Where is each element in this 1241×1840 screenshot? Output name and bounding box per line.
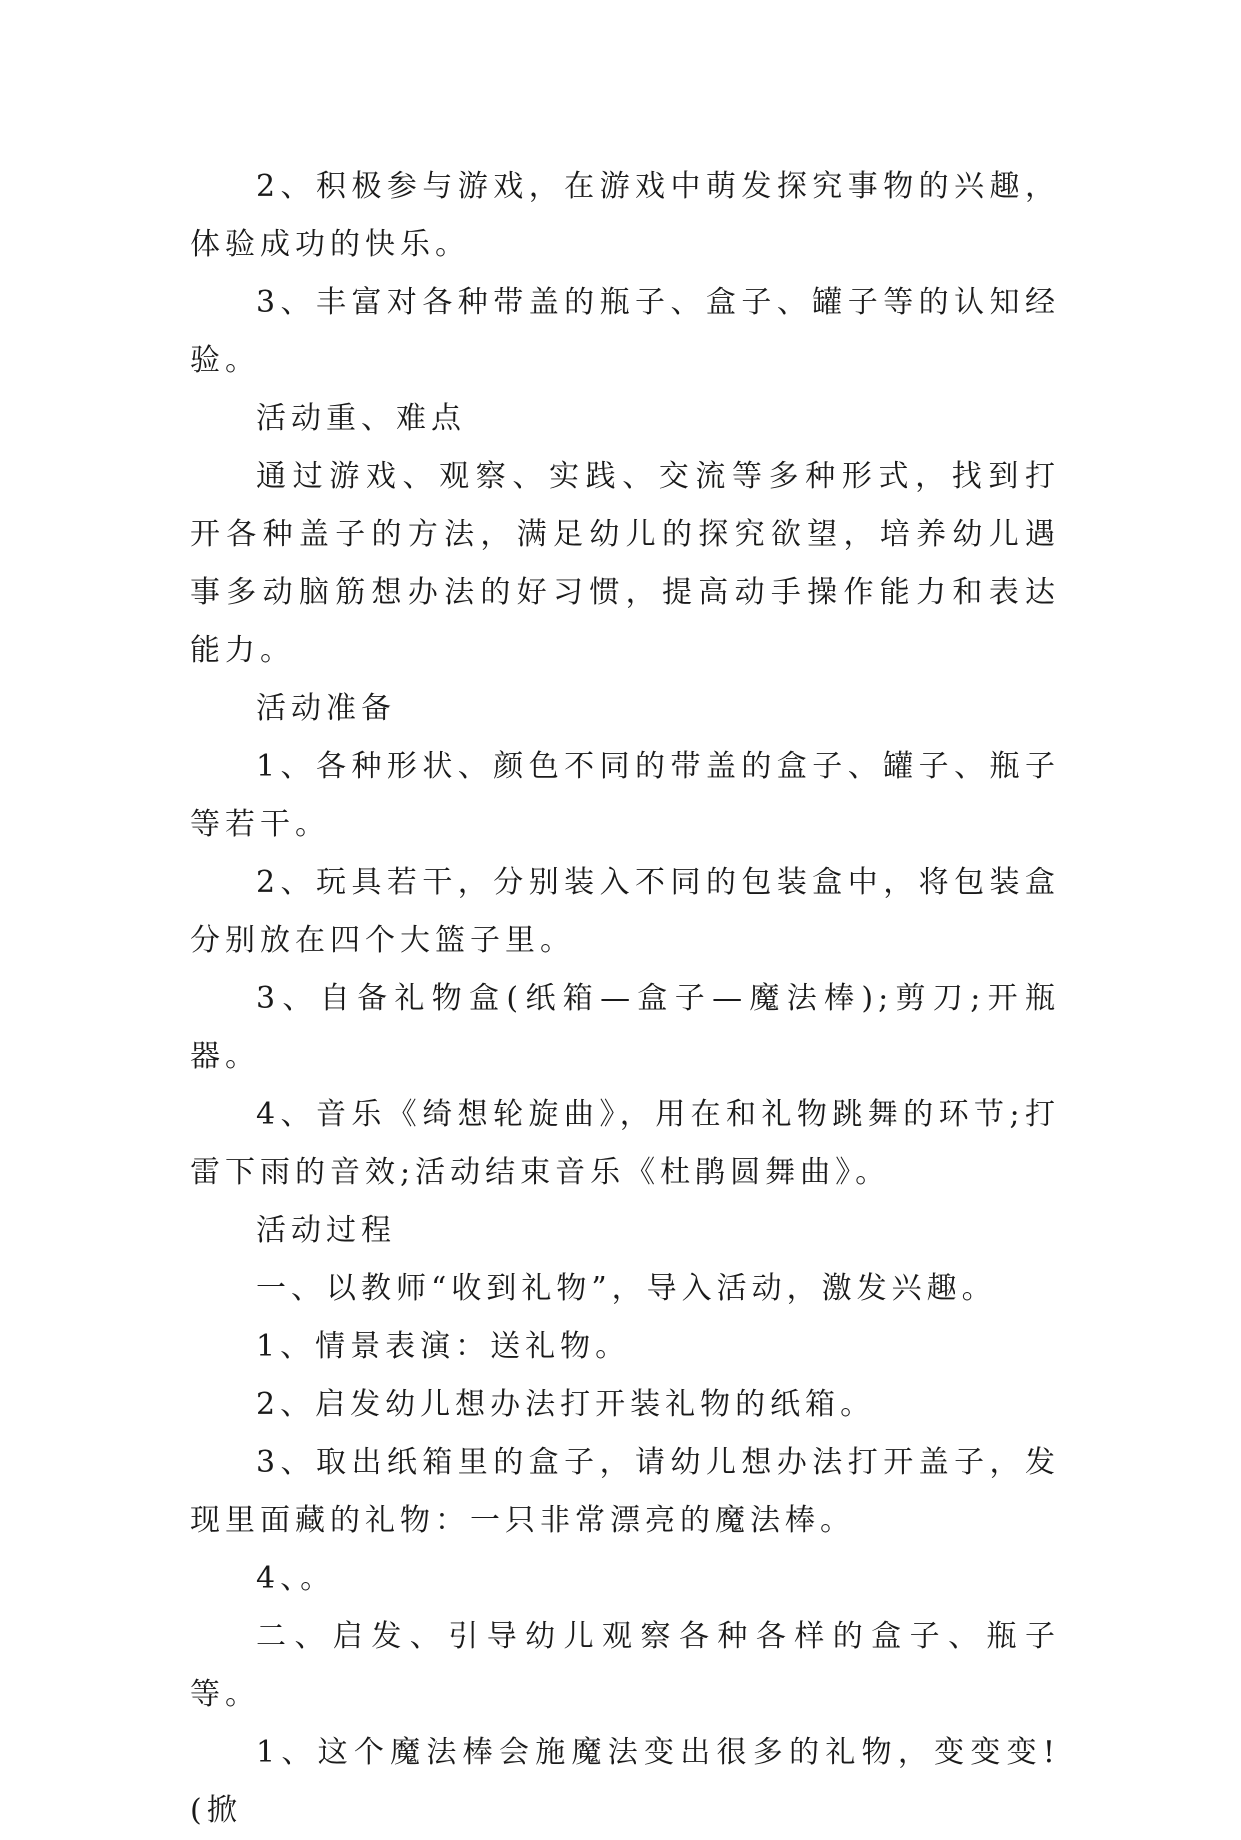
paragraph-goal-3: 3、丰富对各种带盖的瓶子、盒子、罐子等的认知经验。 bbox=[190, 285, 1060, 378]
paragraph-step-two: 二、启发、引导幼儿观察各种各样的盒子、瓶子等。 bbox=[190, 1619, 1060, 1712]
paragraph-prep-4: 4、音乐《绮想轮旋曲》，用在和礼物跳舞的环节;打雷下雨的音效;活动结束音乐《杜鹃圆舞曲》。 bbox=[190, 1097, 1060, 1190]
heading-preparation: 活动准备 bbox=[256, 691, 396, 726]
heading-process: 活动过程 bbox=[256, 1213, 396, 1248]
paragraph-step-one-1: 1、情景表演：送礼物。 bbox=[256, 1329, 631, 1364]
paragraph-step-two-1: 1、这个魔法棒会施魔法变出很多的礼物，变变变!(掀 bbox=[190, 1735, 1060, 1828]
paragraph-step-one-4: 4、。 bbox=[256, 1561, 336, 1596]
paragraph-step-one-3: 3、取出纸箱里的盒子，请幼儿想办法打开盖子，发现里面藏的礼物：一只非常漂亮的魔法棒。 bbox=[190, 1445, 1060, 1538]
paragraph-prep-2: 2、玩具若干，分别装入不同的包装盒中，将包装盒分别放在四个大篮子里。 bbox=[190, 865, 1060, 958]
paragraph-goal-2: 2、积极参与游戏，在游戏中萌发探究事物的兴趣，体验成功的快乐。 bbox=[190, 169, 1060, 262]
document-body bbox=[190, 158, 1060, 1840]
heading-key-points: 活动重、难点 bbox=[256, 401, 466, 436]
paragraph-prep-1: 1、各种形状、颜色不同的带盖的盒子、罐子、瓶子等若干。 bbox=[190, 749, 1060, 842]
paragraph-prep-3: 3、自备礼物盒(纸箱—盒子—魔法棒);剪刀;开瓶器。 bbox=[190, 981, 1060, 1074]
paragraph-key-points: 通过游戏、观察、实践、交流等多种形式，找到打开各种盖子的方法，满足幼儿的探究欲望，培养幼儿遇事多动脑筋想办法的好习惯，提高动手操作能力和表达能力。 bbox=[190, 459, 1060, 668]
paragraph-step-one-2: 2、启发幼儿想办法打开装礼物的纸箱。 bbox=[256, 1387, 876, 1422]
paragraph-step-one: 一、以教师“收到礼物”，导入活动，激发兴趣。 bbox=[256, 1271, 997, 1306]
